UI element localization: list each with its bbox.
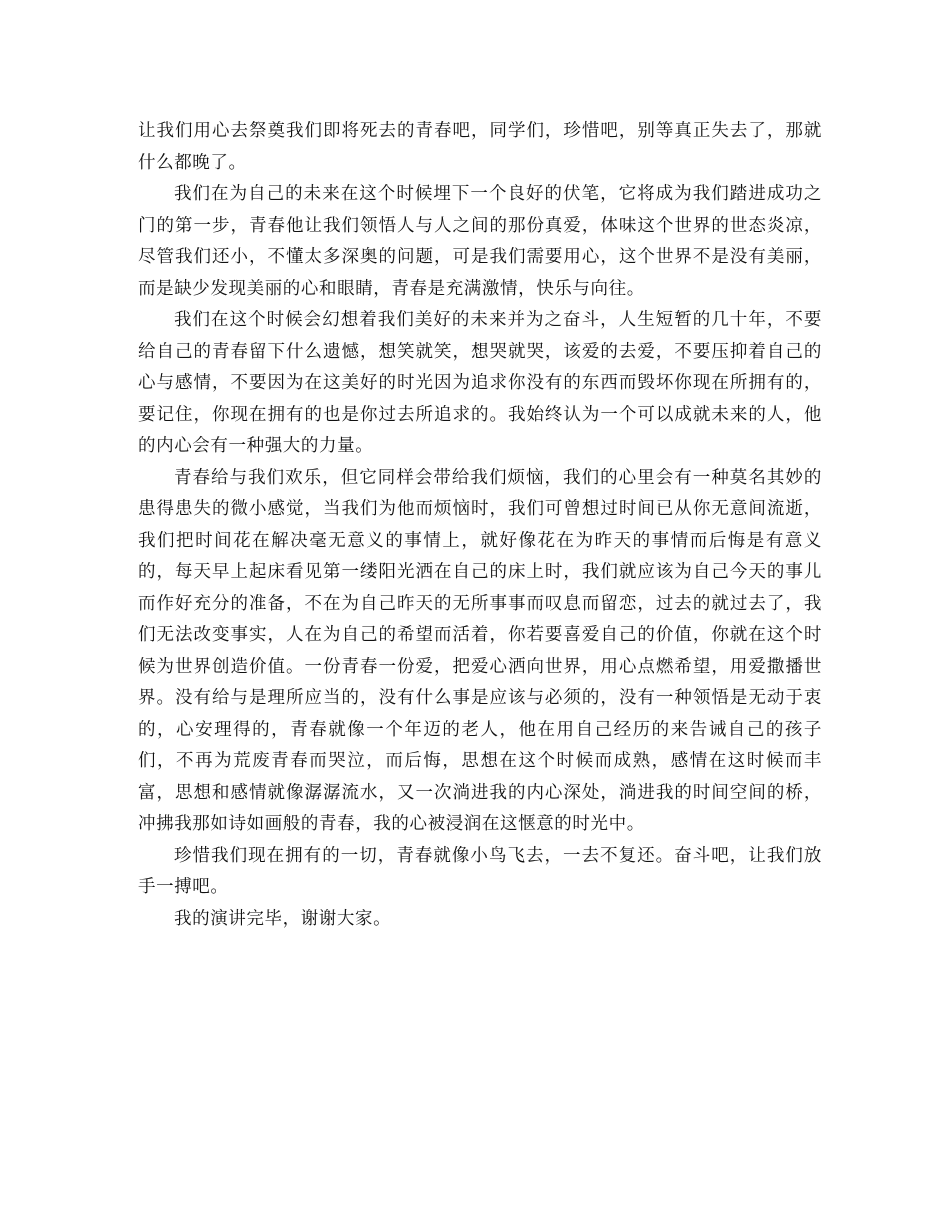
paragraph-1: 让我们用心去祭奠我们即将死去的青春吧，同学们，珍惜吧，别等真正失去了，那就什么都晚了。 [138,121,822,173]
paragraph-5: 珍惜我们现在拥有的一切，青春就像小鸟飞去，一去不复还。奋斗吧，让我们放手一搏吧。 [138,845,822,897]
document-body [138,116,822,935]
paragraph-3: 我们在这个时候会幻想着我们美好的未来并为之奋斗，人生短暂的几十年，不要给自己的青春留下什么遗憾，想笑就笑，想哭就哭，该爱的去爱，不要压抑着自己的心与感情，不要因为在这美好的时光因为追求你没有的东西而毁坏你现在所拥有的，要记住，你现在拥有的也是你过去所追求的。我始终认为一个可以成就未来的人，他的内心会有一种强大的力量。 [138,310,822,456]
paragraph-2: 我们在为自己的未来在这个时候埋下一个良好的伏笔，它将成为我们踏进成功之门的第一步，青春他让我们领悟人与人之间的那份真爱，体味这个世界的世态炎凉，尽管我们还小，不懂太多深奥的问题，可是我们需要用心，这个世界不是没有美丽，而是缺少发现美丽的心和眼睛，青春是充满激情，快乐与向往。 [138,184,822,299]
paragraph-6: 我的演讲完毕，谢谢大家。 [174,908,392,929]
paragraph-4: 青春给与我们欢乐，但它同样会带给我们烦恼，我们的心里会有一种莫名其妙的患得患失的微小感觉，当我们为他而烦恼时，我们可曾想过时间已从你无意间流逝，我们把时间花在解决毫无意义的事情上，就好像花在为昨天的事情而后悔是有意义的，每天早上起床看见第一缕阳光洒在自己的床上时，我们就应该为自己今天的事儿而作好充分的准备，不在为自己昨天的无所事事而叹息而留恋，过去的就过去了，我们无法改变事实，人在为自己的希望而活着，你若要喜爱自己的价值，你就在这个时候为世界创造价值。一份青春一份爱，把爱心洒向世界，用心点燃希望，用爱撒播世界。没有给与是理所应当的，没有什么事是应该与必须的，没有一种领悟是无动于衷的，心安理得的，青春就像一个年迈的老人，他在用自己经历的来告诫自己的孩子们，不再为荒废青春而哭泣，而后悔，思想在这个时候而成熟，感情在这时候而丰富，思想和感情就像潺潺流水，又一次淌进我的内心深处，淌进我的时间空间的桥，冲拂我那如诗如画般的青春，我的心被浸润在这惬意的时光中。 [138,467,822,834]
